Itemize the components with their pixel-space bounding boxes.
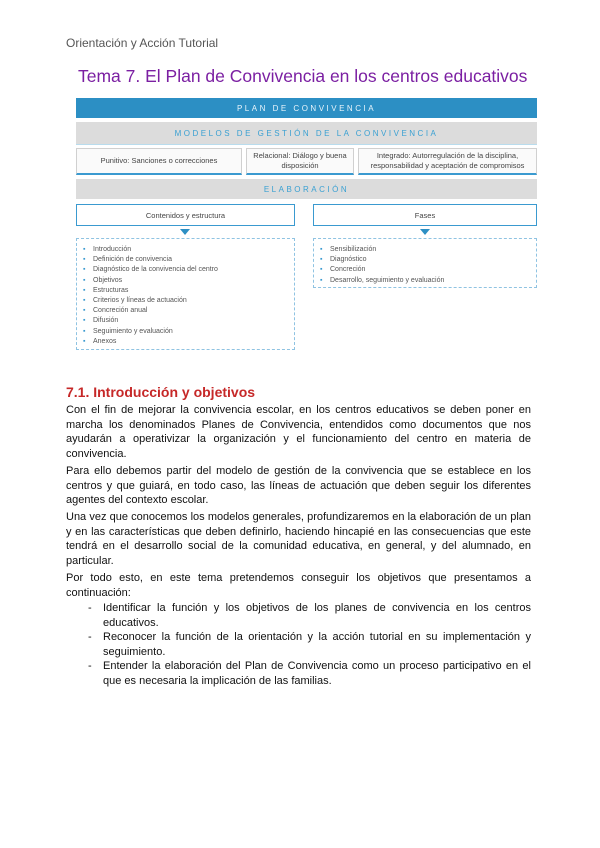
fases-list-box bbox=[313, 238, 537, 288]
list-item: ▪ Introducción bbox=[83, 245, 288, 255]
modelo-relacional-box: Relacional: Diálogo y buena disposición bbox=[246, 148, 354, 175]
modelos-gestion-bar: MODELOS DE GESTIÓN DE LA CONVIVENCIA bbox=[76, 122, 537, 145]
modelo-integrado-box: Integrado: Autorregulación de la disciplina, responsabilidad y aceptación de compromisos bbox=[358, 148, 537, 175]
list-item: ▪ Diagnóstico de la convivencia del centro bbox=[83, 265, 288, 275]
paragraph: Por todo esto, en este tema pretendemos conseguir los objetivos que presentamos a continuación: bbox=[66, 572, 531, 599]
section-title: 7.1. Introducción y objetivos bbox=[66, 384, 256, 400]
paragraph: Con el fin de mejorar la convivencia escolar, en los centros educativos se deben poner en marcha los denominados Planes de Convivencia, entendidos como documentos que nos ayudarán a operativizar la organización y el funcionamiento del centro en materia de convivencia. bbox=[66, 404, 531, 460]
list-item: ▪ Sensibilización bbox=[320, 245, 530, 255]
paragraph: Una vez que conocemos los modelos generales, profundizaremos en la elaboración de un plan y en las características que deben definirlo, haciendo hincapié en las consecuencias que este tendrá en el desarrollo social de la comunidad educativa, en general, y del alumnado, en particular. bbox=[66, 511, 531, 567]
fases-box: Fases bbox=[313, 204, 537, 226]
contenidos-list-box bbox=[76, 238, 295, 350]
objective-item: - Identificar la función y los objetivos de los planes de convivencia en los centros educativos. bbox=[66, 601, 531, 630]
list-item: ▪ Criterios y líneas de actuación bbox=[83, 296, 288, 306]
objective-item: - Entender la elaboración del Plan de Convivencia como un proceso participativo en el que es necesaria la implicación de las familias. bbox=[66, 659, 531, 688]
running-header: Orientación y Acción Tutorial bbox=[66, 36, 219, 50]
list-item: ▪ Concreción anual bbox=[83, 306, 288, 316]
arrow-down-icon bbox=[420, 229, 430, 235]
list-item: ▪ Objetivos bbox=[83, 276, 288, 286]
list-item: ▪ Diagnóstico bbox=[320, 255, 530, 265]
paragraph: Para ello debemos partir del modelo de gestión de la convivencia que se establece en los centros y que guiará, en todo caso, las líneas de actuación que deben seguir los diferentes agentes del contexto escolar. bbox=[66, 465, 531, 507]
list-item: ▪ Estructuras bbox=[83, 286, 288, 296]
list-item: ▪ Anexos bbox=[83, 337, 288, 347]
objectives-list bbox=[66, 601, 531, 689]
list-item: ▪ Difusión bbox=[83, 316, 288, 326]
list-item: ▪ Seguimiento y evaluación bbox=[83, 327, 288, 337]
plan-convivencia-bar: PLAN DE CONVIVENCIA bbox=[76, 98, 537, 118]
arrow-down-icon bbox=[180, 229, 190, 235]
modelo-punitivo-box: Punitivo: Sanciones o correcciones bbox=[76, 148, 242, 175]
list-item: ▪ Concreción bbox=[320, 265, 530, 275]
elaboracion-bar: ELABORACIÓN bbox=[76, 179, 537, 199]
page-title: Tema 7. El Plan de Convivencia en los centros educativos bbox=[78, 66, 528, 86]
objective-item: - Reconocer la función de la orientación y la acción tutorial en su implementación y seguimiento. bbox=[66, 630, 531, 659]
contenidos-estructura-box: Contenidos y estructura bbox=[76, 204, 295, 226]
list-item: ▪ Desarrollo, seguimiento y evaluación bbox=[320, 276, 530, 286]
list-item: ▪ Definición de convivencia bbox=[83, 255, 288, 265]
